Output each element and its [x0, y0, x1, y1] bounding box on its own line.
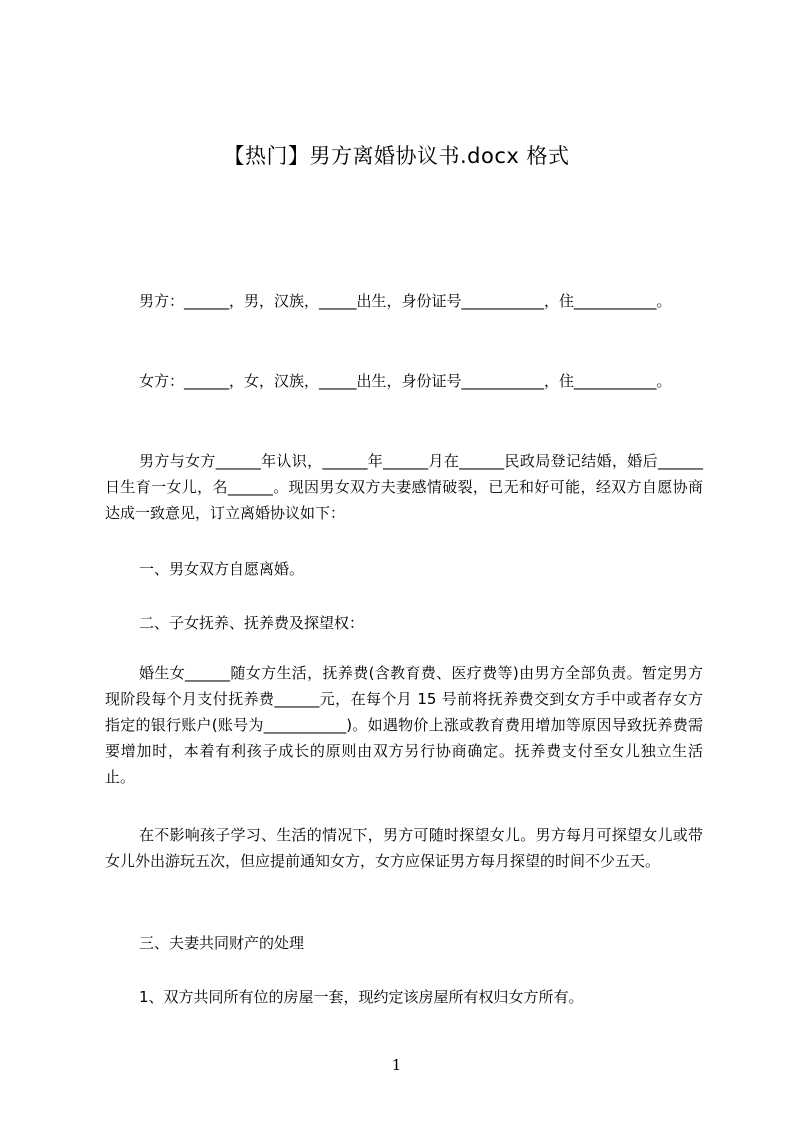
paragraph-child-support: 婚生女______随女方生活，抚养费(含教育费、医疗费等)由男方全部负责。暂定男方现阶段每个月支付抚养费______元，在每个月 15 号前将抚养费交到女方手中或者存女方指定的银行账户(账号为___________)。如遇物价上涨或教育费用增加等原因导致抚养费需要增加时，本着有利孩子成长的原则由双方另行协商确定。抚养费支付至女儿独立生活止。 — [105, 664, 703, 786]
paragraph-visitation: 在不影响孩子学习、生活的情况下，男方可随时探望女儿。男方每月可探望女儿或带女儿外出游玩五次，但应提前通知女方，女方应保证男方每月探望的时间不少五天。 — [105, 826, 703, 870]
clause-heading-2: 二、子女抚养、抚养费及探望权： — [139, 614, 365, 632]
clause-heading-3: 三、夫妻共同财产的处理 — [139, 934, 305, 952]
paragraph-property-1: 1、双方共同所有位的房屋一套，现约定该房屋所有权归女方所有。 — [139, 988, 584, 1006]
page-number: 1 — [391, 1056, 402, 1074]
paragraph-marriage-background: 男方与女方______年认识，______年______月在______民政局登记结婚，婚后______日生育一女儿，名______。现因男女双方夫妻感情破裂，已无和好可能，经双方自愿协商达成一致意见，订立离婚协议如下： — [105, 452, 703, 522]
paragraph-husband-info: 男方：______，男，汉族，_____出生，身份证号___________，住___________。 — [139, 292, 672, 310]
clause-heading-1: 一、男女双方自愿离婚。 — [139, 560, 305, 578]
paragraph-wife-info: 女方：______，女，汉族，_____出生，身份证号___________，住___________。 — [139, 372, 672, 390]
document-title: 【热门】男方离婚协议书.docx 格式 — [223, 144, 570, 168]
